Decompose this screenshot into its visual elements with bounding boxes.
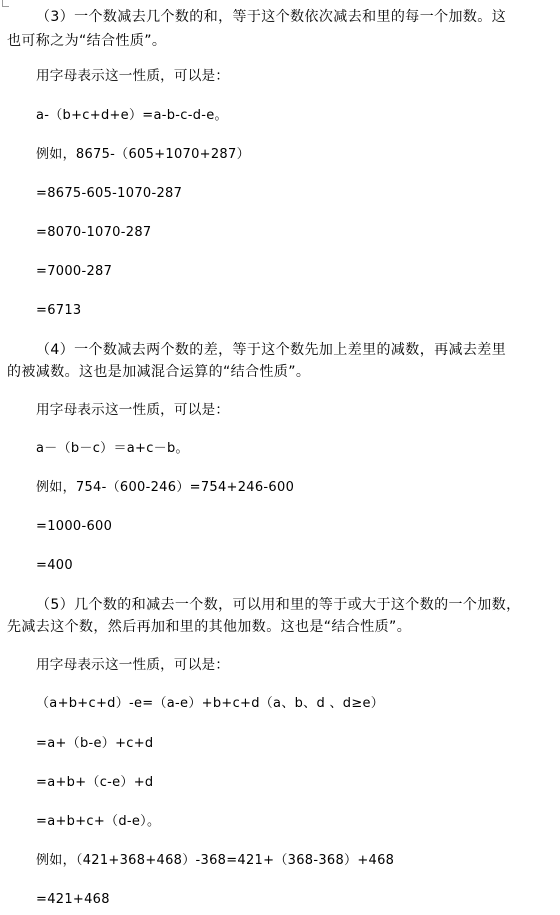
section4-paragraph-line2: 的被减数。这也是加减混合运算的“结合性质”。 — [7, 364, 311, 380]
section5-paragraph-line2: 先减去这个数，然后再加和里的其他加数。这也是“结合性质”。 — [7, 619, 412, 635]
section3-example: 例如，8675-（605+1070+287） — [36, 147, 250, 162]
section4-example: 例如，754-（600-246）=754+246-600 — [36, 480, 295, 495]
section3-rule-intro: 用字母表示这一性质，可以是： — [36, 68, 230, 84]
section5-paragraph-line1: （5）几个数的和减去一个数，可以用和里的等于或大于这个数的一个加数， — [36, 597, 521, 613]
section3-paragraph-line2: 也可称之为“结合性质”。 — [7, 33, 167, 49]
section3-step-1: =8675-605-1070-287 — [36, 186, 183, 201]
section4-step-1: =1000-600 — [36, 519, 113, 534]
section3-paragraph-line1: （3）一个数减去几个数的和，等于这个数依次减去和里的每一个加数。这 — [36, 9, 507, 25]
section5-step-2: =a+b+（c-e）+d — [36, 775, 154, 790]
section5-rule-intro: 用字母表示这一性质，可以是： — [36, 657, 230, 673]
section5-final-step: =421+468 — [36, 892, 110, 907]
section4-rule-intro: 用字母表示这一性质，可以是： — [36, 402, 230, 418]
section4-formula: a－（b－c）＝a+c－b。 — [36, 441, 189, 456]
section3-step-2: =8070-1070-287 — [36, 225, 152, 240]
section3-step-3: =7000-287 — [36, 264, 113, 279]
section5-example: 例如，（421+368+468）-368=421+（368-368）+468 — [36, 853, 395, 868]
section3-step-4: =6713 — [36, 303, 82, 318]
page-corner-mark — [2, 0, 9, 7]
section4-step-2: =400 — [36, 558, 73, 573]
section5-step-3: =a+b+c+（d-e）。 — [36, 814, 161, 829]
section3-formula: a-（b+c+d+e）=a-b-c-d-e。 — [36, 108, 228, 123]
section5-step-1: =a+（b-e）+c+d — [36, 736, 154, 751]
section5-formula: （a+b+c+d）-e=（a-e）+b+c+d（a、b、d 、d≥e） — [36, 696, 385, 711]
section4-paragraph-line1: （4）一个数减去两个数的差，等于这个数先加上差里的减数，再减去差里 — [36, 342, 507, 358]
